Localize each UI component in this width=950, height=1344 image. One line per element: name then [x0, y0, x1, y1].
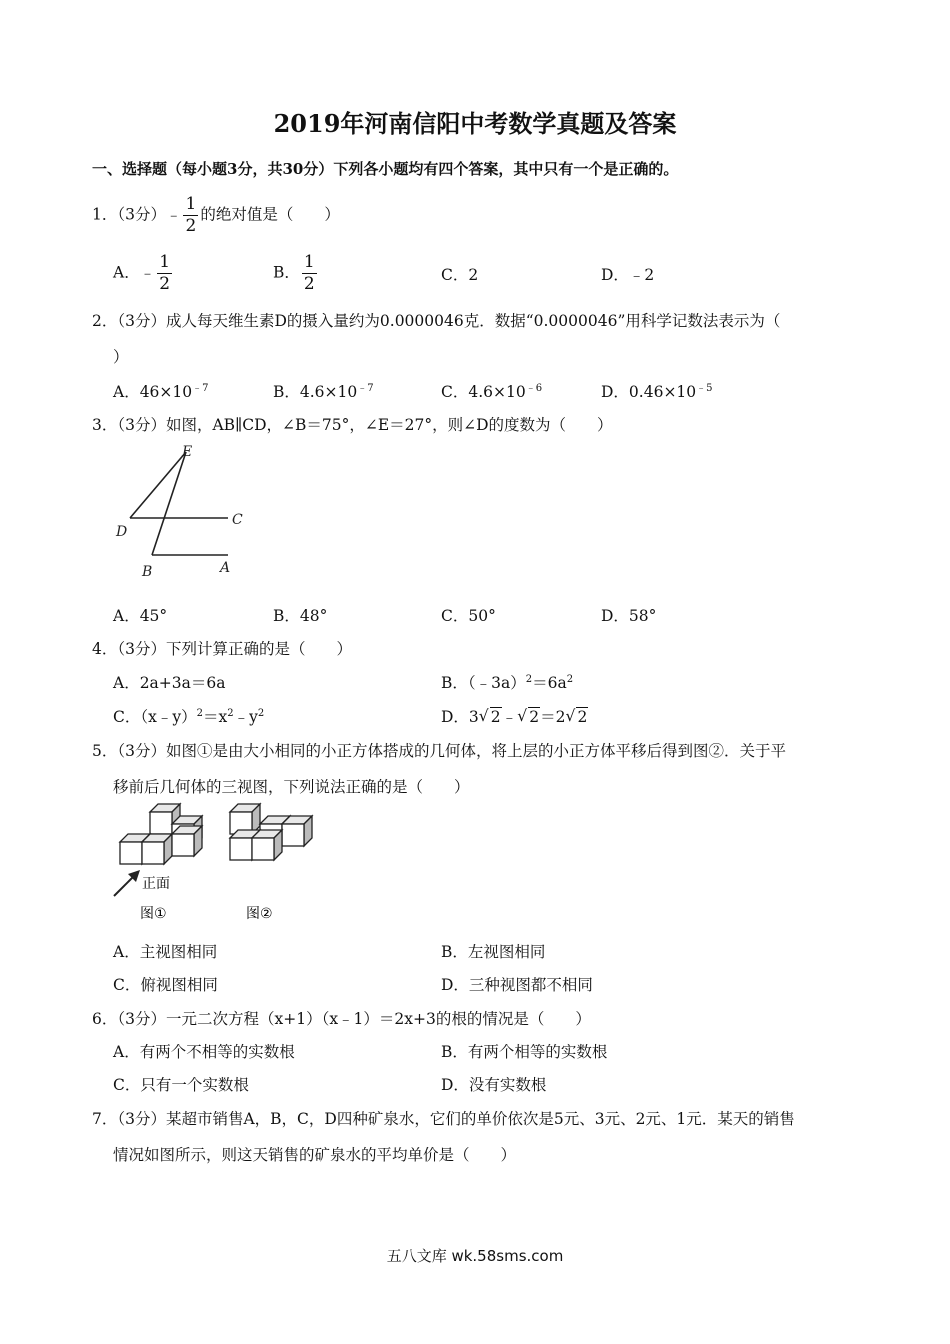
q2-option-c [441, 379, 542, 402]
figure-2-cubes [230, 804, 312, 860]
q6-option-d: D．没有实数根 [441, 1076, 547, 1094]
q2-b-exp: ﹣7 [357, 383, 374, 394]
q4-d-mid: ﹣ [501, 708, 518, 726]
question-2-line1: 2．（3分）成人每天维生素D的摄入量约为0.0000046克．数据“0.0000046”用科学记数法表示为（ [92, 312, 781, 330]
sqrt-2 [517, 708, 540, 726]
q1-a-den: 2 [159, 274, 171, 294]
question-5-line1: 5．（3分）如图①是由大小相同的小正方体搭成的几何体，将上层的小正方体平移后得到图②．关于平 [92, 742, 786, 760]
q4-b-pre: B．（﹣3a） [441, 674, 526, 692]
q3-option-c: C．50° [441, 607, 496, 625]
q4-b-exp: 2 [525, 673, 533, 685]
label-A: A [220, 560, 231, 576]
q4-option-d [441, 705, 588, 727]
q4-b-mid: ＝6a [532, 674, 567, 692]
q3-option-a: A．45° [113, 607, 168, 625]
q4-d-rad2: 2 [529, 708, 540, 726]
q3-option-b: B．48° [273, 607, 328, 625]
q6-option-c: C．只有一个实数根 [113, 1076, 249, 1094]
question-6: 6．（3分）一元二次方程（x+1）（x﹣1）＝2x+3的根的情况是（ ） [92, 1010, 591, 1028]
q5-figure [106, 800, 336, 925]
q2-a-base: A．46×10 [113, 383, 193, 402]
q4-c-exp2: 2 [227, 707, 234, 719]
q1-a-label: A．﹣ [113, 263, 156, 282]
q1-b-label: B． [273, 263, 300, 282]
question-1 [92, 196, 340, 235]
q6-option-a: A．有两个不相等的实数根 [113, 1043, 295, 1061]
q1-option-c: C．2 [441, 266, 479, 284]
line-EB [152, 452, 186, 555]
q1-prefix: 1．（3分）﹣ [92, 205, 182, 224]
question-4: 4．（3分）下列计算正确的是（ ） [92, 640, 352, 658]
q4-c-mid2: ﹣y [233, 708, 258, 726]
q4-option-a: A．2a+3a＝6a [113, 674, 226, 692]
label-C: C [232, 512, 243, 528]
q1-option-b [273, 254, 319, 293]
q4-d-mid2: ＝2 [540, 708, 566, 726]
sqrt-3 [565, 708, 588, 726]
label-D: D [116, 524, 128, 540]
q2-c-base: C．4.6×10 [441, 383, 526, 402]
q4-option-c [113, 705, 264, 727]
q2-d-base: D．0.46×10 [601, 383, 697, 402]
question-7-line1: 7．（3分）某超市销售A，B，C，D四种矿泉水，它们的单价依次是5元、3元、2元、1元．某天的销售 [92, 1110, 795, 1128]
fig1-label: 图① [140, 906, 167, 922]
q4-d-rad3: 2 [577, 708, 588, 726]
q2-option-b [273, 379, 374, 402]
q3-figure [110, 440, 260, 580]
line-DE [130, 452, 186, 518]
question-3: 3．（3分）如图，AB∥CD，∠B＝75°，∠E＝27°，则∠D的度数为（ ） [92, 416, 613, 434]
front-label: 正面 [142, 876, 170, 892]
q4-c-pre: C．（x﹣y） [113, 708, 197, 726]
question-5-line2: 移前后几何体的三视图，下列说法正确的是（ ） [113, 778, 470, 796]
q5-option-d: D．三种视图都不相同 [441, 976, 593, 994]
label-B: B [142, 564, 153, 580]
q2-a-exp: ﹣7 [192, 383, 209, 394]
q1-fraction [183, 196, 198, 235]
question-7-line2: 情况如图所示，则这天销售的矿泉水的平均单价是（ ） [113, 1146, 517, 1164]
q1-b-fraction [302, 254, 317, 293]
q4-b-exp2: 2 [566, 673, 574, 685]
q1-num: 1 [185, 194, 197, 214]
q4-option-b [441, 671, 573, 693]
fig2-label: 图② [246, 906, 273, 922]
q6-option-b: B．有两个相等的实数根 [441, 1043, 608, 1061]
sqrt-1 [479, 708, 502, 726]
section-header: 一、选择题（每小题3分，共30分）下列各小题均有四个答案，其中只有一个是正确的。 [92, 160, 679, 178]
q1-suffix: 的绝对值是（ ） [200, 205, 340, 224]
q2-option-d [601, 379, 713, 402]
q5-option-c: C．俯视图相同 [113, 976, 218, 994]
q3-option-d: D．58° [601, 607, 657, 625]
q1-option-d: D．﹣2 [601, 266, 655, 284]
q1-b-num: 1 [303, 252, 315, 272]
q5-option-b: B．左视图相同 [441, 943, 546, 961]
q4-d-rad1: 2 [490, 708, 501, 726]
q4-c-exp3: 2 [257, 707, 265, 719]
q1-a-num: 1 [159, 252, 171, 272]
q5-option-a: A．主视图相同 [113, 943, 218, 961]
q4-c-mid: ＝x [202, 708, 228, 726]
q1-b-den: 2 [303, 274, 315, 294]
q1-den: 2 [185, 216, 197, 236]
q2-option-a [113, 379, 209, 402]
q2-b-base: B．4.6×10 [273, 383, 358, 402]
figure-1-cubes [120, 804, 202, 864]
arrow-icon [114, 870, 140, 896]
q1-option-a [113, 254, 174, 293]
q2-d-exp: ﹣5 [696, 383, 713, 394]
footer-watermark: 五八文库 wk.58sms.com [386, 1247, 564, 1265]
q1-a-fraction [157, 254, 172, 293]
page-title: 2019年河南信阳中考数学真题及答案 [273, 109, 677, 138]
q4-d-pre: D．3 [441, 708, 479, 726]
label-E: E [182, 444, 193, 460]
question-2-line2: ） [113, 348, 129, 366]
q2-c-exp: ﹣6 [525, 383, 543, 394]
q4-c-exp: 2 [196, 707, 203, 719]
